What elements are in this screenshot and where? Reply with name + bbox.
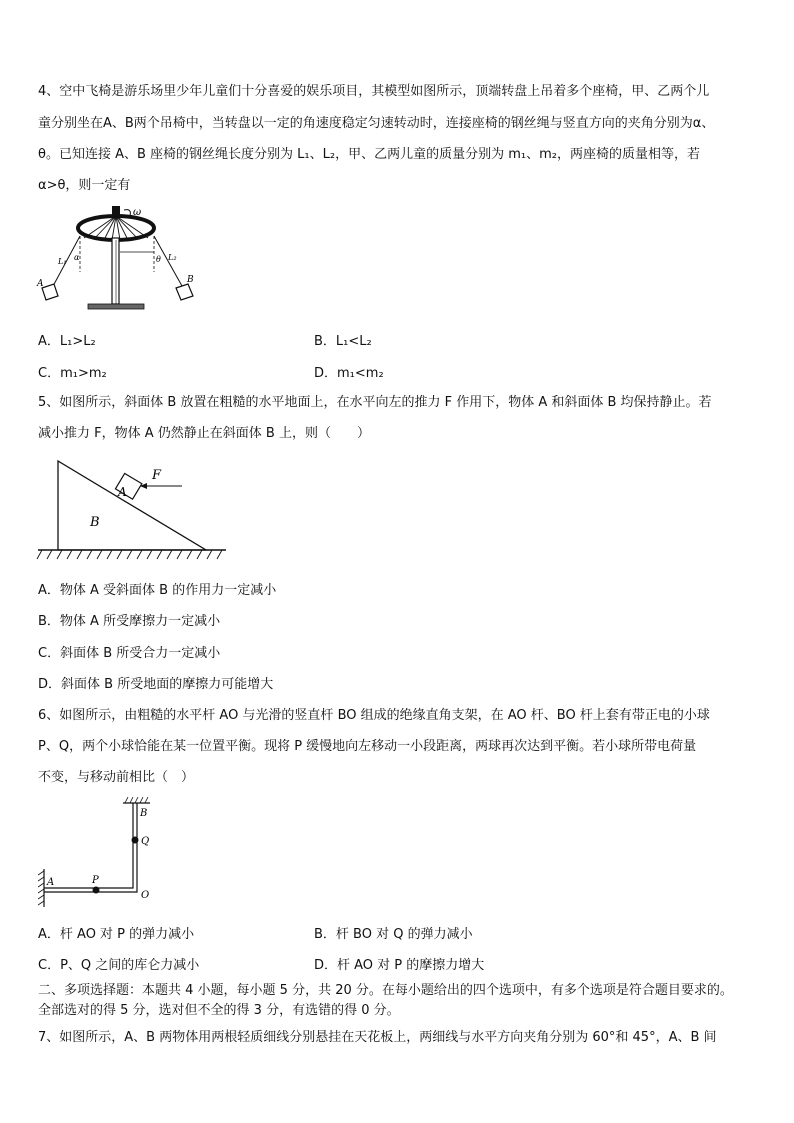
q5-line-2: 减小推力 F，物体 A 仍然静止在斜面体 B 上，则（ ） [38, 426, 370, 441]
q5-option-d[interactable]: D．斜面体 B 所受地面的摩擦力可能增大 [38, 677, 274, 692]
q4-figure-flying-chairs [36, 200, 206, 315]
q5-option-c[interactable]: C．斜面体 B 所受合力一定减小 [38, 646, 221, 661]
q6-Q-label: Q [141, 836, 150, 847]
q4-option-b[interactable]: B．L₁<L₂ [314, 334, 372, 349]
q5-line-1: 5、如图所示，斜面体 B 放置在粗糙的水平地面上，在水平向左的推力 F 作用下，物体 A 和斜面体 B 均保持静止。若 [38, 395, 712, 410]
section2-line-1: 二、多项选择题：本题共 4 小题，每小题 5 分，共 20 分。在每小题给出的四个选项中，有多个选项是符合题目要求的。 [38, 983, 733, 998]
q5-option-a[interactable]: A．物体 A 受斜面体 B 的作用力一定减小 [38, 583, 277, 598]
q4-option-a[interactable]: A．L₁>L₂ [38, 334, 96, 349]
q7-line-1: 7、如图所示，A、B 两物体用两根轻质细线分别悬挂在天花板上，两细线与水平方向夹角分别为 60°和 45°，A、B 间 [38, 1030, 717, 1045]
q5-A-label: A [118, 485, 127, 499]
q6-option-b[interactable]: B．杆 BO 对 Q 的弹力减小 [314, 927, 473, 942]
q4-A-label: A [37, 279, 44, 289]
q6-A-label: A [47, 877, 55, 888]
q6-line-1: 6、如图所示，由粗糙的水平杆 AO 与光滑的竖直杆 BO 组成的绝缘直角支架，在 AO 杆、BO 杆上套有带正电的小球 [38, 708, 710, 723]
q6-figure-rod-frame [38, 797, 168, 915]
q6-O-label: O [141, 890, 150, 901]
q4-omega-label: ω [133, 207, 142, 218]
q4-option-c[interactable]: C．m₁>m₂ [38, 366, 107, 381]
q4-L2-label: L₂ [168, 253, 177, 262]
q5-figure-incline [36, 455, 236, 565]
q4-L1-label: L₁ [58, 257, 67, 266]
q5-option-b[interactable]: B．物体 A 所受摩擦力一定减小 [38, 614, 221, 629]
q6-option-d[interactable]: D．杆 AO 对 P 的摩擦力增大 [314, 958, 485, 973]
q4-line-1: 4、空中飞椅是游乐场里少年儿童们十分喜爱的娱乐项目，其模型如图所示，顶端转盘上吊着多个座椅，甲、乙两个儿 [38, 84, 710, 99]
q5-F-label: F [152, 468, 162, 483]
q6-B-label: B [140, 808, 148, 819]
q4-line-2: 童分别坐在A、B两个吊椅中，当转盘以一定的角速度稳定匀速转动时，连接座椅的钢丝绳与竖直方向的夹角分别为α、 [38, 116, 715, 131]
q5-B-label: B [90, 515, 100, 530]
q4-theta-label: θ [156, 255, 161, 264]
q4-alpha-label: α [74, 253, 80, 262]
q4-line-3: θ。已知连接 A、B 座椅的钢丝绳长度分别为 L₁、L₂，甲、乙两儿童的质量分别为 m₁、m₂，两座椅的质量相等，若 [38, 147, 700, 162]
q6-option-a[interactable]: A．杆 AO 对 P 的弹力减小 [38, 927, 195, 942]
q6-line-3: 不变，与移动前相比（ ） [38, 770, 195, 785]
q4-B-label: B [187, 275, 194, 285]
q6-option-c[interactable]: C．P、Q 之间的库仑力减小 [38, 958, 200, 973]
q6-P-label: P [92, 875, 99, 886]
q6-line-2: P、Q，两个小球恰能在某一位置平衡。现将 P 缓慢地向左移动一小段距离，两球再次达到平衡。若小球所带电荷量 [38, 739, 697, 754]
section2-line-2: 全部选对的得 5 分，选对但不全的得 3 分，有选错的得 0 分。 [38, 1003, 400, 1018]
q4-line-4: α>θ，则一定有 [38, 178, 131, 193]
q4-option-d[interactable]: D．m₁<m₂ [314, 366, 384, 381]
